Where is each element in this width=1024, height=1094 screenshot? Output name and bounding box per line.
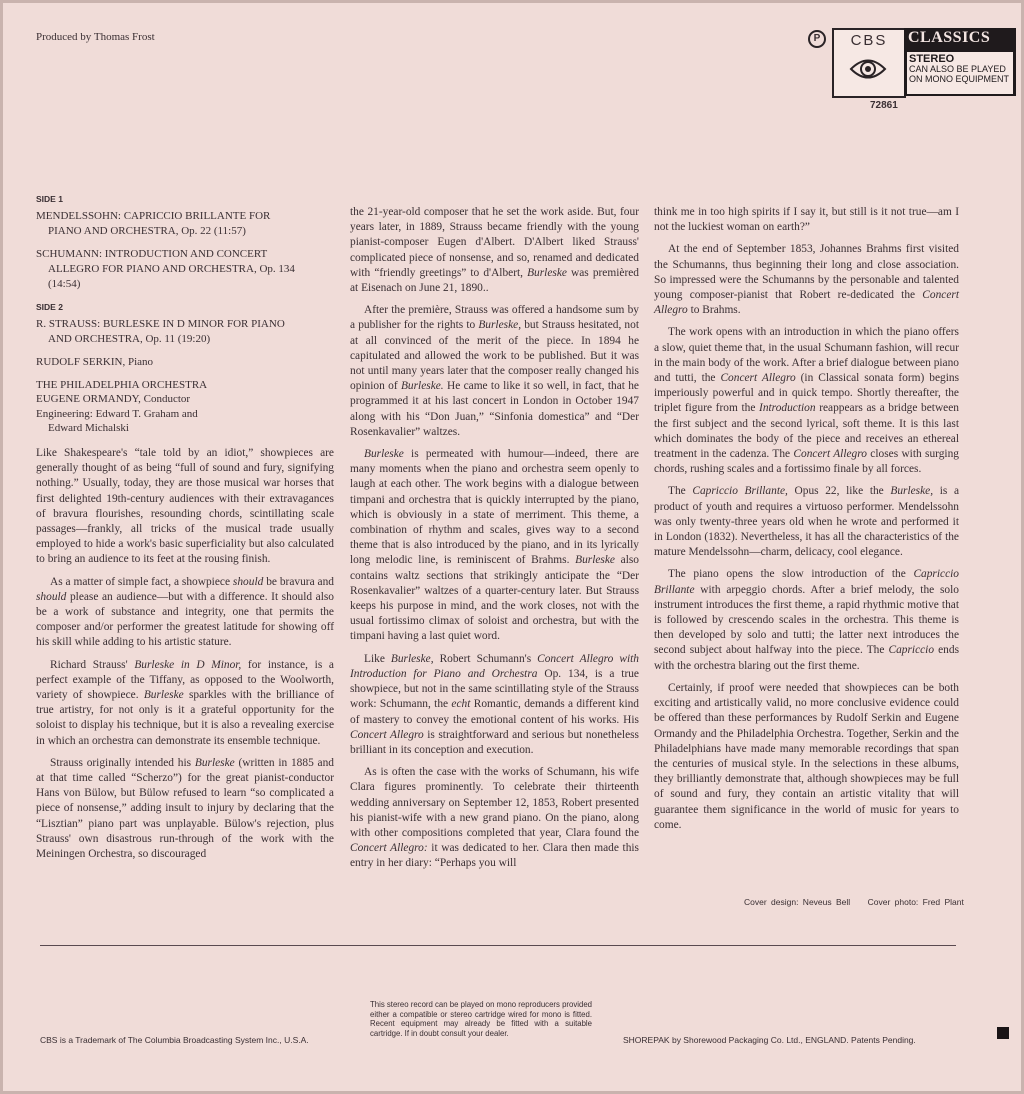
orchestra-credit: THE PHILADELPHIA ORCHESTRA [36,378,208,391]
cover-credits [744,897,964,907]
note-paragraph: After the première, Strauss was offered a handsome sum by a publisher for the rights to Burleske, but Strauss hesitated, not at all convinced of the merit of the piece. In 1894 he capitulated and allowed the work to be published. But it was not until many years later that the composer really changed his opinion of Burleske. He came to like it so well, in fact, that he programmed it at his last concert in London in October 1947 along with his “Don Juan,” “Sinfonia domestica” and “Der Rosenkavalier” waltzes. [350,304,639,438]
side2-track1-line1: R. STRAUSS: BURLESKE IN D MINOR FOR PIANO [36,318,285,331]
side1-label: SIDE 1 [36,194,63,204]
side1-track2-line3: (14:54) [48,278,81,291]
side1-track1-line1: MENDELSSOHN: CAPRICCIO BRILLANTE FOR [36,210,271,223]
note-paragraph: the 21-year-old composer that he set the work aside. But, four years later, in 1889, Strauss became friendly with the young pianist-composer Eugen d'Albert. D'Albert liked Strauss' complicated piece of nonsense, and so, renamed and dedicated with “friendly greetings” to d'Albert, Burleske was premièred at Eisenach on June 21, 1890.. [350,206,639,295]
engineering-credit-line1: Engineering: Edward T. Graham and [36,407,198,420]
conductor-credit: EUGENE ORMANDY, Conductor [36,393,191,406]
side1-track2-line2: ALLEGRO FOR PIANO AND ORCHESTRA, Op. 134 [48,263,295,276]
stereo-line3: ON MONO EQUIPMENT [909,74,1010,84]
cbs-logo-text: CBS [850,32,888,49]
note-paragraph: Like Burleske, Robert Schumann's Concert Allegro with Introduction for Piano and Orchestra Op. 134, is a true showpiece, but not in the same scintillating style of the Strauss work: Schumann, the echt Romantic, demands a different kind of mastery to convey the emotional content of his works. His Concert Allegro is straightforward and serious but nonetheless brilliant in its conception and execution. [350,652,639,756]
note-paragraph: The Capriccio Brillante, Opus 22, like the Burleske, is a product of youth and requires a virtuoso performer. Mendelssohn was only twenty-three years old when he wrote and performed it in London (1832). Nevertheless, it has all the characteristics of the mature Mendelssohn—charm, delicacy, cool elegance. [654,485,960,559]
mono-compatibility-note: This stereo record can be played on mono reproducers provided either a compatible or stereo cartridge wired for mono is fitted. Recent equipment may already be fitted with a suitable cartridge. If in doubt consult your dealer. [370,1000,592,1038]
side1-track1 [36,209,334,239]
producer-credit: Produced by Thomas Frost [36,31,155,43]
registration-square-icon [997,1027,1009,1039]
classics-badge [904,28,1016,96]
cover-design-credit: Cover design: Neveus Bell [744,897,851,907]
side1-track2 [36,247,334,292]
note-paragraph: The piano opens the slow introduction of the Capriccio Brillante with arpeggio chords. After a brief melody, the solo instrument introduces the first theme, a rapid rhythmic motive that is followed by crescendo scales in the orchestra. This theme is then developed by solo and tutti; the latter next introduces the second subject about halfway into the piece. The Capriccio ends with the orchestra blaring out the first theme. [654,568,959,672]
note-paragraph: At the end of September 1853, Johannes Brahms first visited the Schumanns, thus beginning their long and close association. So impressed were the Schumanns by the personable and talented young composer-pianist that Robert re-dedicated the Concert Allegro to Brahms. [654,243,959,317]
column-1 [36,192,334,869]
column-3 [654,205,959,840]
note-paragraph: Richard Strauss' Burleske in D Minor, for instance, is a perfect example of the Tiffany, as opposed to the Woolworth, variety of showpiece. Burleske sparkles with the brilliance of true artistry, for not only is it a grateful opportunity for the soloist to display his technique, but it is also a revealing exercise in which an orchestra can demonstrate its ensemble technique. [36,658,334,747]
phonographic-copyright-icon: P [808,30,826,48]
side2-track1-line2: AND ORCHESTRA, Op. 11 (19:20) [48,333,211,346]
engineering-credit-line2: Edward Michalski [48,422,129,435]
packaging-credit: SHOREPAK by Shorewood Packaging Co. Ltd., ENGLAND. Patents Pending. [623,1035,916,1045]
note-paragraph: As a matter of simple fact, a showpiece should be bravura and should please an audience—but with a difference. It should also be a work of substance and integrity, one that permits the composer and/or performer the greatest latitude for showing off his skill while adding to his artistic stature. [36,575,334,649]
cbs-logo [832,28,906,111]
cover-photo-credit: Cover photo: Fred Plant [867,897,964,907]
note-paragraph: Certainly, if proof were needed that showpieces can be both exciting and artistically valid, no more conclusive evidence could be offered than these performances by Rudolf Serkin and Eugene Ormandy and the Philadelphia Orchestra. Together, Serkin and the Philadelphians have made many memorable recordings that span the centuries of musical style. In the selections in these albums, they brilliantly demonstrate that, although showpieces may be full of sound and fury, they contain an artistic vitality that will guarantee them significance in the world of music for years to come. [654,681,959,831]
label-logo-block [808,28,1018,111]
classics-label: CLASSICS [908,29,991,46]
trademark-notice: CBS is a Trademark of The Columbia Broadcasting System Inc., U.S.A. [40,1035,309,1045]
stereo-line2: CAN ALSO BE PLAYED [909,64,1006,74]
note-paragraph: Burleske is permeated with humour—indeed, there are many moments when the piano and orchestra seem openly to laugh at each other. The work begins with a dialogue between timpani and orchestra that is quickly interrupted by the piano, which is obviously in a state of merriment. This theme, a combination of rhythm and scales, gives way to a second theme that is also introduced by the piano, and in its lyrically long melodic line, is reminiscent of Brahms. Burleske also contains waltz sections that strikingly anticipate the “Der Rosenkavalier” waltzes of a quarter-century later. But Strauss keeps his purpose in mind, and the work closes, not with the usual fortissimo climax of soloist and orchestra, but with the timpani having a last quiet word. [350,448,639,643]
side2-track1 [36,317,334,347]
note-paragraph: The work opens with an introduction in which the piano offers a slow, quiet theme that, in the usual Schumann fashion, will recur in the main body of the work. After a brief dialogue between piano and tutti, the Concert Allegro (in Classical sonata form) begins imperiously powerful and in quick tempo. Shortly thereafter, the triplet figure from the Introduction reappears as a bridge between the first subject and the second lyrical, soft theme. It is this last which dominates the body of the piece and receives an ethereal treatment in the cadenza. The Concert Allegro closes with surging chords, rushing scales and a fortissimo finale by all forces. [654,326,960,476]
cbs-eye-icon [849,50,887,88]
column-2 [350,205,639,879]
footer-divider [40,945,956,946]
note-paragraph: Strauss originally intended his Burleske (written in 1885 and at that time called “Scherzo”) for the great pianist-conductor Hans von Bülow, but Bülow refused to learn “so complicated a piece of nonsense,” adding insult to injury by declaring that the “Lisztian” piano part was unplayable. Bülow's rejection, plus Strauss' own disastrous run-through of the work with the Meiningen Orchestra, so discouraged [36,756,334,860]
side2-label: SIDE 2 [36,302,63,313]
side1-track2-line1: SCHUMANN: INTRODUCTION AND CONCERT [36,248,268,261]
stereo-label: STEREO [909,53,955,65]
note-paragraph: Like Shakespeare's “tale told by an idiot,” showpieces are generally thought of as being “full of sound and fury, signifying nothing.” Usually, today, they are those musical war horses that first delighted 19th-century audiences with their extravagances of bravura flourishes, resounding chords, scintillating scale passages—frankly, all tricks of the musical trade usually employed to hide a work's basic superficiality but also calculated to bring an audience to its feet at the rousing finish. [36,446,334,566]
side1-track1-line2: PIANO AND ORCHESTRA, Op. 22 (11:57) [48,225,246,238]
note-paragraph: As is often the case with the works of Schumann, his wife Clara figures prominently. To celebrate their thirteenth wedding anniversary on September 12, 1853, Robert presented his pianist-wife with a new grand piano. On the piano, along with other compositions completed that year, Clara found the Concert Allegro: it was dedicated to her. Clara then made this entry in her diary: “Perhaps you will [350,766,639,870]
catalog-number: 72861 [870,100,898,111]
note-paragraph: think me in too high spirits if I say it, but still is it not true—am I not the luckiest woman on earth?” [654,206,959,234]
pianist-credit: RUDOLF SERKIN, Piano [36,356,154,369]
stereo-notice [907,52,1013,94]
